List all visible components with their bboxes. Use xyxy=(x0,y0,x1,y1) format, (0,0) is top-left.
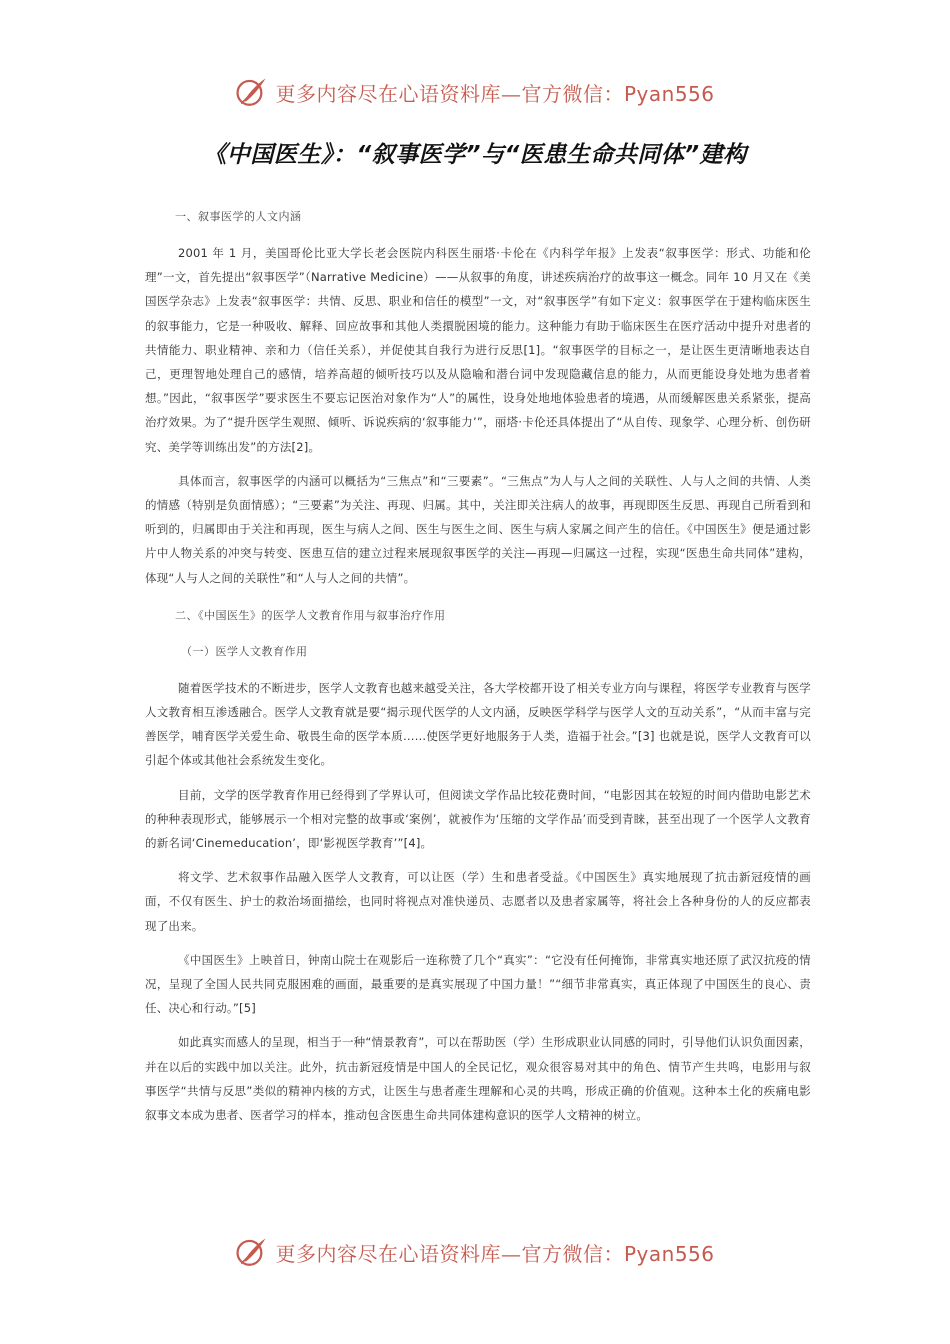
banner-text: 更多内容尽在心语资料库—官方微信：Pyan556 xyxy=(275,81,715,106)
paragraph: 具体而言，叙事医学的内涵可以概括为“三焦点”和“三要素”。“三焦点”为人与人之间的关联性、人与人之间的共情、人类的情感（特别是负面情感）；“三要素”为关注、再现、归属。其中，关注即关注病人的故事，再现即医生反思、再现自己所看到和听到的，归属即由于关注和再现，医生与病人之间、医生与医生之间、医生与病人家属之间产生的信任。《中国医生》便是通过影片中人物关系的冲突与转变、医患互信的建立过程来展现叙事医学的关注—再现—归属这一过程，实现“医患生命共同体”建构，体现“人与人之间的关联性”和“人与人之间的共情”。 xyxy=(145,473,811,585)
paragraph: 随着医学技术的不断进步，医学人文教育也越来越受关注，各大学校都开设了相关专业方向与课程，将医学专业教育与医学人文教育相互渗透融合。医学人文教育就是要“揭示现代医学的人文内涵，反映医学科学与医学人文的互动关系”，“从而丰富与完善医学，哺育医学关爱生命、敬畏生命的医学本质……使医学更好地服务于人类，造福于社会。”[3] 也就是说，医学人文教育可以引起个体或其他社会系统发生变化。 xyxy=(145,680,811,768)
section-heading-2: 二、《中国医生》的医学人文教育作用与叙事治疗作用 xyxy=(175,608,446,622)
section-heading-1: 一、叙事医学的人文内涵 xyxy=(175,210,302,223)
paragraph: 如此真实而感人的呈现，相当于一种“情景教育”，可以在帮助医（学）生形成职业认同感的同时，引导他们认识负面因素，并在以后的实践中加以关注。此外，抗击新冠疫情是中国人的全民记忆，观众很容易对其中的角色、情节产生共鸣，电影用与叙事医学“共情与反思”类似的精神内核的方式，让医生与患者產生理解和心灵的共鸣，形成正确的价值观。这种本土化的疾痛电影叙事文本成为患者、医者学习的样本，推动包含医患生命共同体建构意识的医学人文精神的树立。 xyxy=(145,1035,811,1123)
header-watermark-banner xyxy=(0,70,950,114)
wechat-id: Pyan556 xyxy=(623,1241,715,1266)
paragraph: 《中国医生》上映首日，钟南山院士在观影后一连称赞了几个“真实”：“它没有任何掩饰，非常真实地还原了武汉抗疫的情况，呈现了全国人民共同克服困难的画面，最重要的是真实展现了中国力量！”“细节非常真实，真正体现了中国医生的良心、责任、决心和行动。”[5] xyxy=(145,952,811,1016)
wechat-id: Pyan556 xyxy=(623,81,715,106)
feather-pen-logo-icon xyxy=(235,75,269,109)
paragraph: 目前，文学的医学教育作用已经得到了学界认可，但阅读文学作品比较花费时间，“电影因其在较短的时间内借助电影艺术的种种表现形式，能够展示一个相对完整的故事或‘案例’，就被作为‘压缩的文学作品’而受到青睐，甚至出现了一个医学人文教育的新名词‘Cinemeducation’，即‘影视医学教育’”[4]。 xyxy=(145,787,811,851)
banner-text: 更多内容尽在心语资料库—官方微信：Pyan556 xyxy=(275,1241,715,1266)
feather-pen-logo-icon xyxy=(235,1235,269,1269)
footer-watermark-banner xyxy=(0,1230,950,1274)
document-body xyxy=(145,205,811,1137)
paragraph: 将文学、艺术叙事作品融入医学人文教育，可以让医（学）生和患者受益。《中国医生》真实地展现了抗击新冠疫情的画面，不仅有医生、护士的救治场面描绘，也同时将视点对准快递员、志愿者以及患者家属等，将社会上各种身份的人的反应都表现了出来。 xyxy=(145,870,811,933)
paragraph: 2001 年 1 月，美国哥伦比亚大学长老会医院内科医生丽塔·卡伦在《内科学年报》上发表“叙事医学：形式、功能和伦理”一文，首先提出“叙事医学”（Narrative Medicine）——从叙事的角度，讲述疾病治疗的故事这一概念。同年 10 月又在《美国医学杂志》上发表“叙事医学：共情、反思、职业和信任的模型”一文，对“叙事医学”有如下定义：叙事医学在于建构临床医生的叙事能力，它是一种吸收、解释、回应故事和其他人类擐脱困境的能力。这种能力有助于临床医生在医疗活动中提升对患者的共情能力、职业精神、亲和力（信任关系），并促使其自我行为进行反思[1]。“叙事医学的目标之一，是让医生更清晰地表达自己，更理智地处理自己的感情，培养高超的倾听技巧以及从隐喻和潜台词中发现隐藏信息的能力，从而更能设身处地为患者着想。”因此，“叙事医学”要求医生不要忘记医治对象作为“人”的属性，设身处地地体验患者的境遇，从而缓解医患关系紧张，提高治疗效果。为了“提升医学生观照、倾听、诉说疾病的‘叙事能力’”，丽塔·卡伦还具体提出了“从自传、现象学、心理分析、创伤研究、美学等训练出发”的方法[2]。 xyxy=(145,246,811,454)
document-title: 《中国医生》：“叙事医学”与“医患生命共同体”建构 xyxy=(203,142,747,168)
subsection-heading: （一）医学人文教育作用 xyxy=(181,644,308,658)
